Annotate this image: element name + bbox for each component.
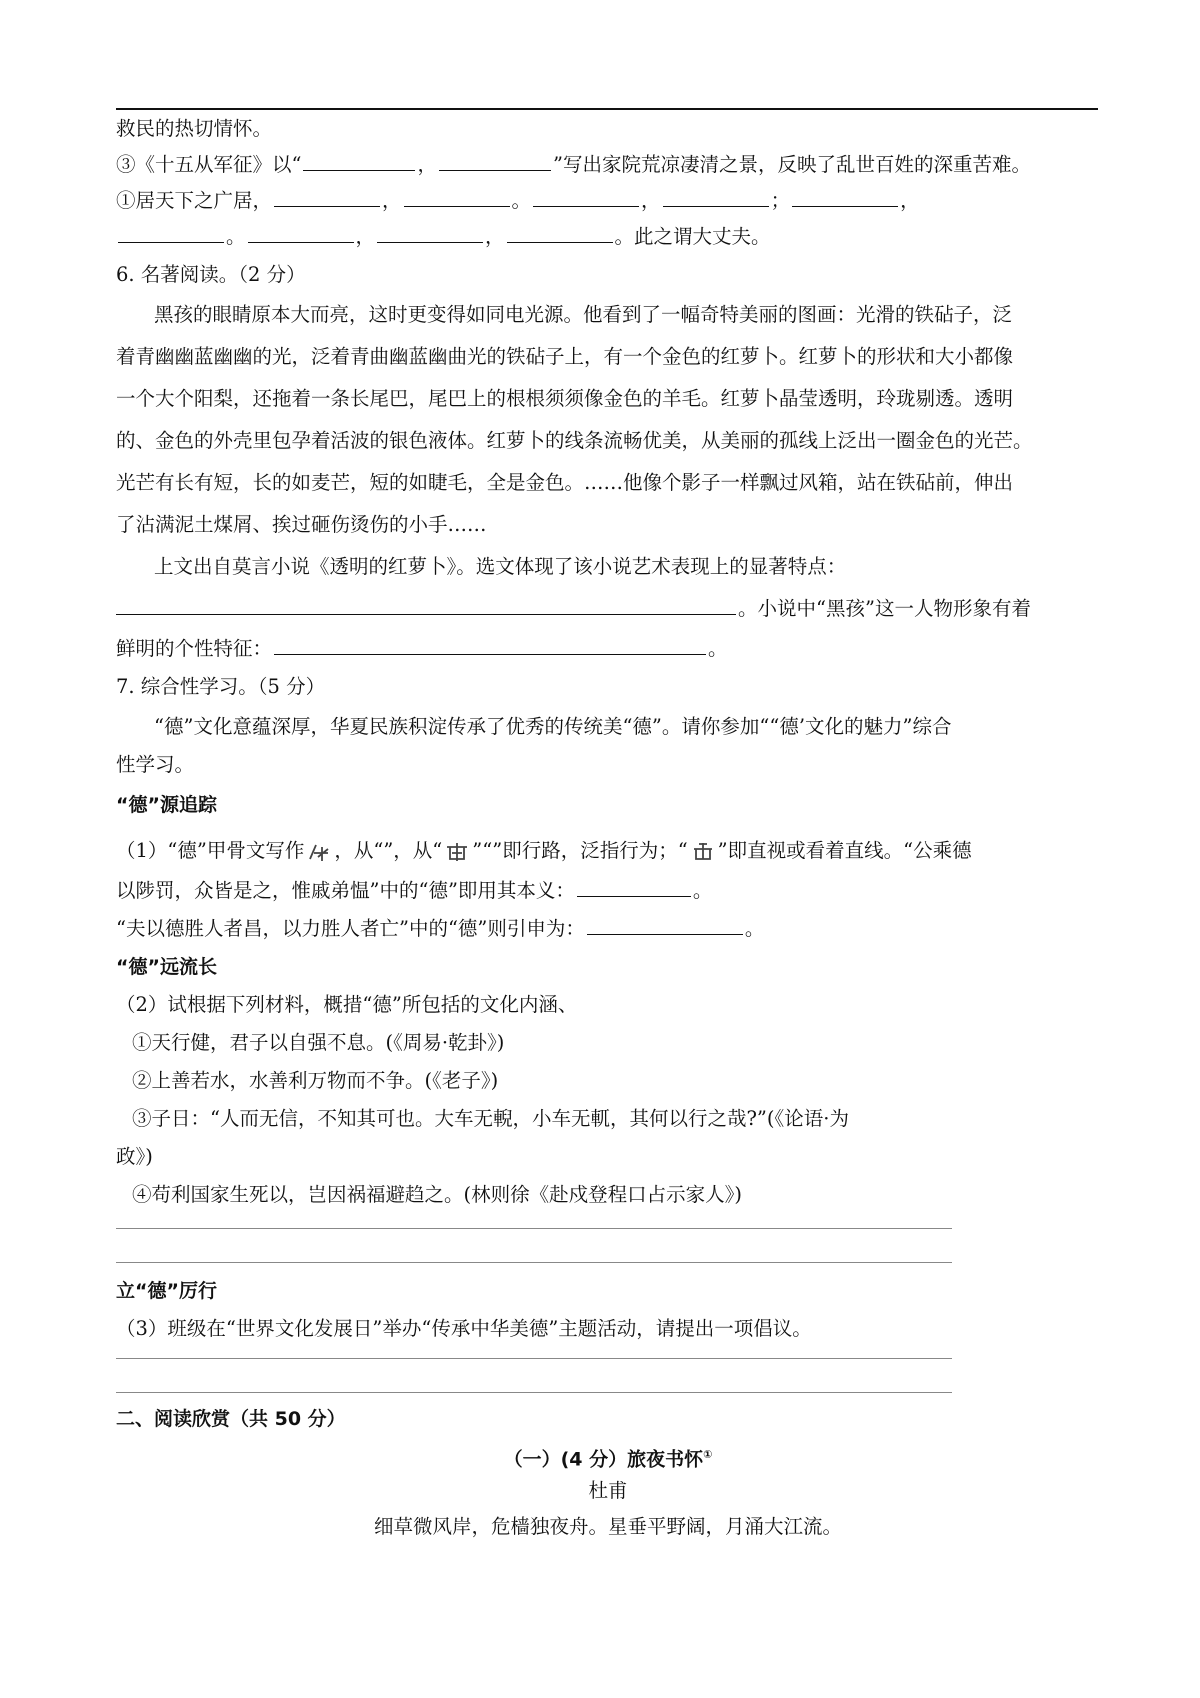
question-7-3: （3）班级在“世界文化发展日”举办“传承中华美德”主题活动，请提出一项倡议。	[116, 1317, 812, 1340]
blank[interactable]	[439, 150, 551, 171]
part-2-heading: 二、阅读欣赏（共 50 分）	[116, 1408, 346, 1430]
poem-line: 细草微风岸，危樯独夜舟。星垂平野阔，月涌大江流。	[373, 1515, 842, 1538]
question-7-heading: 7. 综合性学习。（5 分）	[116, 675, 326, 698]
blank[interactable]	[248, 222, 354, 243]
question-7-2: （2）试根据下列材料，概措“德”所包括的文化内涵、	[116, 993, 578, 1016]
blank[interactable]	[507, 222, 613, 243]
question-7-1-line2: 以陟罚，众皆是之，惟戚弟愠”中的“德”即用其本义： 。	[116, 874, 712, 908]
question-7-1-line3: “夫以德胜人者昌，以力胜人者亡”中的“德”则引申为： 。	[116, 912, 764, 946]
question-6-prompt: 上文出自莫言小说《透明的红萝卜》。选文体现了该小说艺术表现上的显著特点：	[154, 555, 847, 578]
answer-line[interactable]	[116, 1392, 952, 1393]
blank[interactable]	[118, 222, 224, 243]
blank[interactable]	[533, 186, 639, 207]
answer-line[interactable]	[116, 1228, 952, 1229]
poem-title: （一）(4 分）旅夜书怀①	[503, 1448, 713, 1471]
passage-line: 的、金色的外壳里包孕着活波的银色液体。红萝卜的线条流畅优美，从美丽的孤线上泛出一圈金色的光芒。	[116, 429, 1033, 452]
passage-line: 着青幽幽蓝幽幽的光，泛着青曲幽蓝幽曲光的铁砧子上，有一个金色的红萝卜。红萝卜的形状和大小都像	[116, 345, 1014, 368]
material-item: ③子日：“人而无信，不知其可也。大车无輗，小车无軏，其何以行之哉?”(《论语·为	[132, 1107, 849, 1130]
question-5-4-line1: ①居天下之广居， ， 。 ， ； ，	[116, 184, 920, 218]
section-title-practice: 立“德”厉行	[116, 1280, 217, 1302]
oracle-bone-glyph-icon	[444, 841, 470, 863]
blank[interactable]	[792, 186, 898, 207]
oracle-bone-glyph-icon	[690, 841, 716, 863]
blank[interactable]	[274, 186, 380, 207]
question-5-3: ③《十五从军征》以“ ， ”写出家院荒凉凄清之景，反映了乱世百姓的深重苦难。	[116, 148, 1031, 182]
poem-author: 杜甫	[588, 1479, 628, 1502]
section-title-origin: “德”源追踪	[116, 794, 217, 816]
question-6-heading: 6. 名著阅读。（2 分）	[116, 263, 306, 286]
header-rule	[116, 108, 1098, 110]
passage-line: 一个大个阳梨，还拖着一条长尾巴，尾巴上的根根须须像金色的羊毛。红萝卜晶莹透明，玲珑剔透。透明	[116, 387, 1014, 410]
question-6-answer-line2: 鲜明的个性特征： 。	[116, 632, 728, 666]
blank[interactable]	[404, 186, 510, 207]
blank[interactable]	[377, 222, 483, 243]
oracle-bone-glyph-icon	[306, 841, 332, 863]
answer-blank[interactable]	[587, 914, 743, 935]
question-7-intro-2: 性学习。	[116, 753, 195, 776]
material-item: 政》)	[116, 1145, 153, 1168]
answer-blank[interactable]	[274, 634, 706, 655]
passage-line: 光芒有长有短，长的如麦芒，短的如睫毛，全是金色。……他像个影子一样飘过风箱，站在铁砧前，伸出	[116, 471, 1014, 494]
section-title-flow: “德”远流长	[116, 956, 217, 978]
question-7-intro: “德”文化意蕴深厚，华夏民族积淀传承了优秀的传统美“德”。请你参加““德’文化的魅力”综合	[154, 715, 952, 738]
material-item: ①天行健，君子以自强不息。(《周易·乾卦》)	[132, 1031, 505, 1054]
passage-line: 黑孩的眼睛原本大而亮，这时更变得如同电光源。他看到了一幅奇特美丽的图画：光滑的铁砧子，泛	[154, 303, 1013, 326]
answer-blank[interactable]	[577, 876, 691, 897]
continued-text: 救民的热切情怀。	[116, 117, 273, 140]
material-item: ②上善若水，水善利万物而不争。(《老子》)	[132, 1069, 499, 1092]
answer-blank[interactable]	[116, 594, 736, 615]
question-7-1-line1: （1）“德”甲骨文写作 ，从“”，从“ ”“”即行路，泛指行为；“ ”即直视或看着直线。“公乘德	[116, 839, 972, 862]
passage-line: 了沾满泥土煤屑、挨过砸伤烫伤的小手……	[116, 513, 487, 536]
material-item: ④苟利国家生死以，岂因祸福避趋之。(林则徐《赴戍登程口占示家人》)	[132, 1183, 742, 1206]
blank[interactable]	[663, 186, 769, 207]
footnote-marker: ①	[703, 1448, 713, 1461]
question-5-4-line2: 。 ， ， 。此之谓大丈夫。	[116, 220, 771, 254]
answer-line[interactable]	[116, 1262, 952, 1263]
blank[interactable]	[303, 150, 415, 171]
answer-line[interactable]	[116, 1358, 952, 1359]
question-6-answer-line: 。小说中“黑孩”这一人物形象有着	[116, 592, 1031, 626]
